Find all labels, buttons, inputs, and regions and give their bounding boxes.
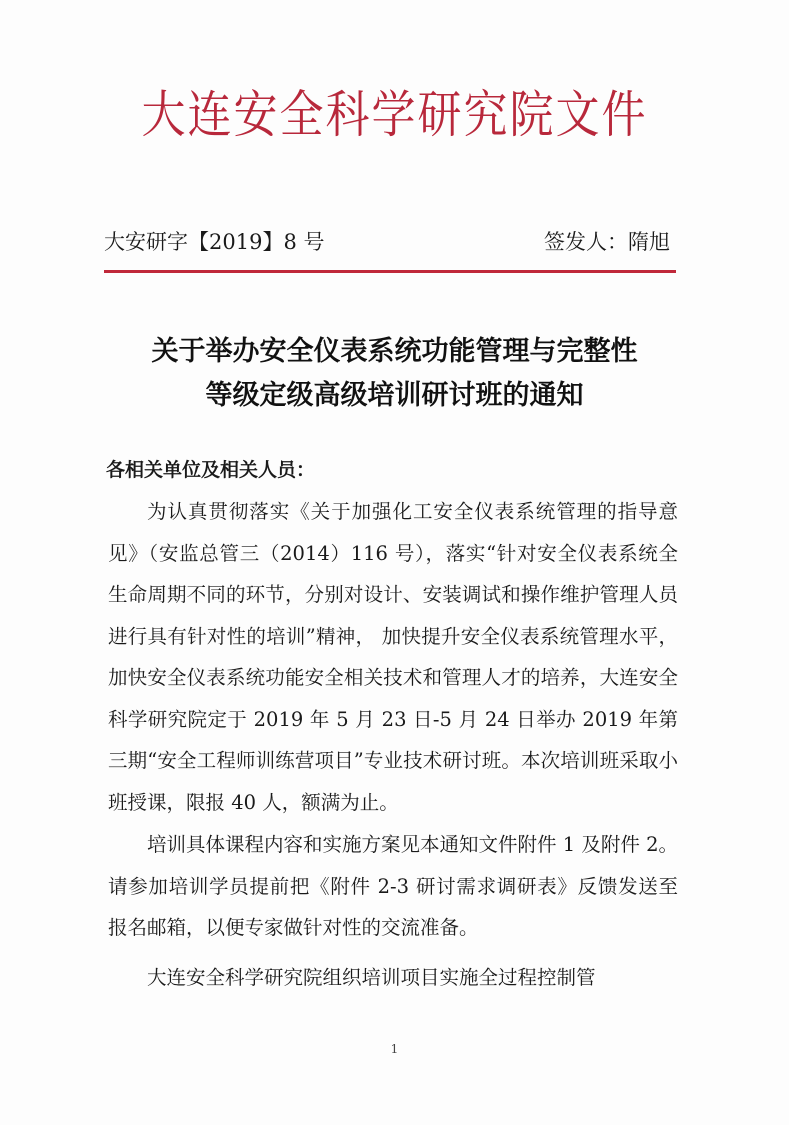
document-title — [0, 330, 789, 418]
title-line-1: 关于举办安全仪表系统功能管理与完整性 — [151, 336, 638, 367]
paragraph-2: 培训具体课程内容和实施方案见本通知文件附件 1 及附件 2。请参加培训学员提前把《附件 2-3 研讨需求调研表》反馈发送至报名邮箱，以便专家做针对性的交流准备。 — [108, 833, 678, 939]
red-divider-line — [104, 270, 676, 273]
document-number: 大安研字【2019】8 号 — [104, 230, 325, 254]
page-number: 1 — [390, 1042, 399, 1056]
org-header-title: 大连安全科学研究院文件 — [141, 85, 648, 145]
salutation: 各相关单位及相关人员： — [106, 459, 316, 481]
paragraph-3: 大连安全科学研究院组织培训项目实施全过程控制管 — [147, 966, 596, 989]
paragraph-1: 为认真贯彻落实《关于加强化工安全仪表系统管理的指导意见》（安监总管三（2014）116 号），落实“针对安全仪表系统全生命周期不同的环节，分别对设计、安装调试和操作维护管理人员进行具有针对性的培训”精神， 加快提升安全仪表系统管理水平，加快安全仪表系统功能安全相关技术和管理人才的培养，大连安全科学研究院定于 2019 年 5 月 23 日-5 月 24 日举办 2019 年第三期“安全工程师训练营项目”专业技术研讨班。本次培训班采取小班授课，限报 40 人，额满为止。 — [108, 500, 678, 814]
title-line-2: 等级定级高级培训研讨班的通知 — [205, 380, 584, 411]
signer: 签发人：隋旭 — [544, 230, 670, 254]
meta-row — [104, 226, 676, 260]
